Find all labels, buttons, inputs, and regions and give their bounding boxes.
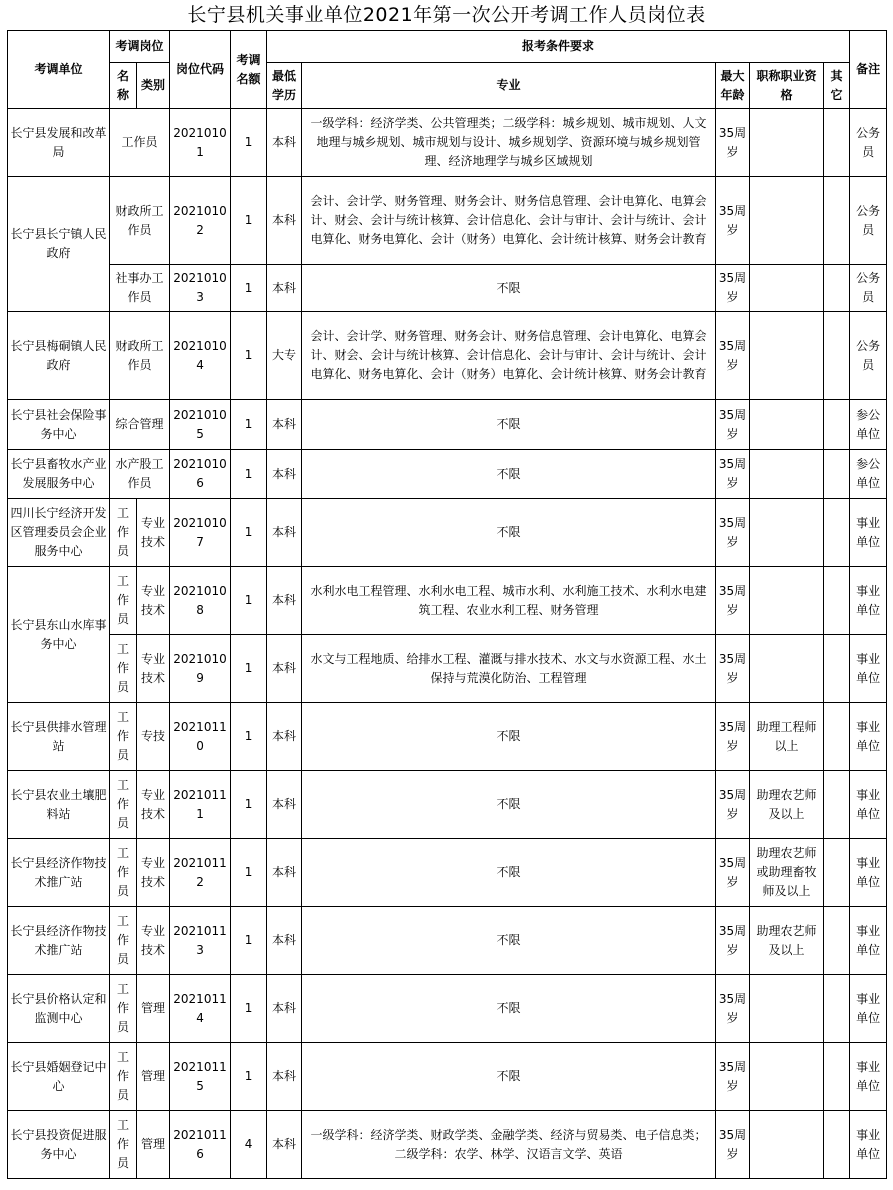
post-type-cell: 专业技术 bbox=[137, 839, 170, 907]
education-cell: 本科 bbox=[267, 177, 302, 265]
quota-cell: 1 bbox=[231, 177, 267, 265]
certificate-cell: 助理农艺师及以上 bbox=[750, 907, 824, 975]
post-code-cell: 20210105 bbox=[170, 400, 231, 450]
post-code-cell: 20210113 bbox=[170, 907, 231, 975]
major-cell: 会计、会计学、财务管理、财务会计、财务信息管理、会计电算化、电算会计、财会、会计与统计核算、会计信息化、会计与审计、会计与统计、会计电算化、财务电算化、会计（财务）电算化、会计统计核算、财务会计教育 bbox=[302, 177, 716, 265]
certificate-cell: 助理工程师以上 bbox=[750, 703, 824, 771]
other-cell bbox=[824, 1111, 850, 1179]
major-cell: 不限 bbox=[302, 839, 716, 907]
table-row bbox=[8, 907, 887, 975]
table-row bbox=[8, 265, 887, 312]
certificate-cell: 助理农艺师或助理畜牧师及以上 bbox=[750, 839, 824, 907]
remark-cell: 事业单位 bbox=[850, 567, 887, 635]
unit-cell: 长宁县东山水库事务中心 bbox=[8, 567, 110, 703]
header-remark: 备注 bbox=[850, 31, 887, 109]
unit-cell: 长宁县供排水管理站 bbox=[8, 703, 110, 771]
post-type-cell: 专业技术 bbox=[137, 771, 170, 839]
remark-cell: 事业单位 bbox=[850, 771, 887, 839]
certificate-cell bbox=[750, 1043, 824, 1111]
age-cell: 35周岁 bbox=[716, 703, 750, 771]
certificate-cell bbox=[750, 450, 824, 499]
unit-cell: 长宁县婚姻登记中心 bbox=[8, 1043, 110, 1111]
education-cell: 大专 bbox=[267, 312, 302, 400]
education-cell: 本科 bbox=[267, 1043, 302, 1111]
header-requirements: 报考条件要求 bbox=[267, 31, 850, 63]
table-row bbox=[8, 703, 887, 771]
education-cell: 本科 bbox=[267, 907, 302, 975]
post-code-cell: 20210102 bbox=[170, 177, 231, 265]
remark-cell: 公务员 bbox=[850, 177, 887, 265]
header-quota: 考调名额 bbox=[231, 31, 267, 109]
post-type-cell: 专业技术 bbox=[137, 907, 170, 975]
age-cell: 35周岁 bbox=[716, 635, 750, 703]
major-cell: 水文与工程地质、给排水工程、灌溉与排水技术、水文与水资源工程、水土保持与荒漠化防治、工程管理 bbox=[302, 635, 716, 703]
education-cell: 本科 bbox=[267, 635, 302, 703]
post-code-cell: 20210115 bbox=[170, 1043, 231, 1111]
education-cell: 本科 bbox=[267, 839, 302, 907]
age-cell: 35周岁 bbox=[716, 265, 750, 312]
other-cell bbox=[824, 450, 850, 499]
post-name-cell: 综合管理 bbox=[110, 400, 170, 450]
unit-cell: 四川长宁经济开发区管理委员会企业服务中心 bbox=[8, 499, 110, 567]
major-cell: 不限 bbox=[302, 975, 716, 1043]
education-cell: 本科 bbox=[267, 975, 302, 1043]
header-certificate: 职称职业资格 bbox=[750, 63, 824, 109]
post-name-cell: 社事办工作员 bbox=[110, 265, 170, 312]
unit-cell: 长宁县发展和改革局 bbox=[8, 109, 110, 177]
quota-cell: 1 bbox=[231, 312, 267, 400]
education-cell: 本科 bbox=[267, 1111, 302, 1179]
quota-cell: 1 bbox=[231, 771, 267, 839]
unit-cell: 长宁县经济作物技术推广站 bbox=[8, 907, 110, 975]
quota-cell: 1 bbox=[231, 265, 267, 312]
post-name-cell: 工作员 bbox=[110, 1043, 137, 1111]
table-row bbox=[8, 567, 887, 635]
major-cell: 不限 bbox=[302, 771, 716, 839]
post-name-cell: 工作员 bbox=[110, 839, 137, 907]
table-row bbox=[8, 1043, 887, 1111]
header-major: 专业 bbox=[302, 63, 716, 109]
post-name-cell: 工作员 bbox=[110, 109, 170, 177]
unit-cell: 长宁县农业土壤肥料站 bbox=[8, 771, 110, 839]
education-cell: 本科 bbox=[267, 400, 302, 450]
unit-cell: 长宁县畜牧水产业发展服务中心 bbox=[8, 450, 110, 499]
post-code-cell: 20210103 bbox=[170, 265, 231, 312]
quota-cell: 1 bbox=[231, 839, 267, 907]
table-row bbox=[8, 109, 887, 177]
remark-cell: 事业单位 bbox=[850, 499, 887, 567]
age-cell: 35周岁 bbox=[716, 907, 750, 975]
post-code-cell: 20210109 bbox=[170, 635, 231, 703]
post-type-cell: 专业技术 bbox=[137, 567, 170, 635]
table-row bbox=[8, 499, 887, 567]
certificate-cell bbox=[750, 567, 824, 635]
other-cell bbox=[824, 265, 850, 312]
post-type-cell: 专业技术 bbox=[137, 635, 170, 703]
education-cell: 本科 bbox=[267, 265, 302, 312]
age-cell: 35周岁 bbox=[716, 109, 750, 177]
remark-cell: 事业单位 bbox=[850, 703, 887, 771]
quota-cell: 4 bbox=[231, 1111, 267, 1179]
certificate-cell bbox=[750, 499, 824, 567]
quota-cell: 1 bbox=[231, 975, 267, 1043]
education-cell: 本科 bbox=[267, 567, 302, 635]
major-cell: 一级学科：经济学类、财政学类、金融学类、经济与贸易类、电子信息类；二级学科：农学、林学、汉语言文学、英语 bbox=[302, 1111, 716, 1179]
unit-cell: 长宁县社会保险事务中心 bbox=[8, 400, 110, 450]
remark-cell: 事业单位 bbox=[850, 1043, 887, 1111]
other-cell bbox=[824, 839, 850, 907]
quota-cell: 1 bbox=[231, 567, 267, 635]
header-unit: 考调单位 bbox=[8, 31, 110, 109]
post-name-cell: 财政所工作员 bbox=[110, 312, 170, 400]
age-cell: 35周岁 bbox=[716, 1043, 750, 1111]
post-name-cell: 工作员 bbox=[110, 975, 137, 1043]
major-cell: 不限 bbox=[302, 265, 716, 312]
post-type-cell: 管理 bbox=[137, 975, 170, 1043]
other-cell bbox=[824, 109, 850, 177]
education-cell: 本科 bbox=[267, 109, 302, 177]
post-code-cell: 20210107 bbox=[170, 499, 231, 567]
header-code: 岗位代码 bbox=[170, 31, 231, 109]
education-cell: 本科 bbox=[267, 499, 302, 567]
header-post-name: 名称 bbox=[110, 63, 137, 109]
other-cell bbox=[824, 907, 850, 975]
table-row bbox=[8, 1111, 887, 1179]
quota-cell: 1 bbox=[231, 635, 267, 703]
education-cell: 本科 bbox=[267, 703, 302, 771]
remark-cell: 公务员 bbox=[850, 265, 887, 312]
major-cell: 不限 bbox=[302, 499, 716, 567]
table-row bbox=[8, 635, 887, 703]
age-cell: 35周岁 bbox=[716, 499, 750, 567]
page-title: 长宁县机关事业单位2021年第一次公开考调工作人员岗位表 bbox=[187, 4, 706, 26]
quota-cell: 1 bbox=[231, 450, 267, 499]
major-cell: 不限 bbox=[302, 907, 716, 975]
post-name-cell: 工作员 bbox=[110, 635, 137, 703]
remark-cell: 事业单位 bbox=[850, 975, 887, 1043]
certificate-cell bbox=[750, 312, 824, 400]
other-cell bbox=[824, 635, 850, 703]
major-cell: 一级学科：经济学类、公共管理类；二级学科：城乡规划、城市规划、人文地理与城乡规划、城市规划与设计、城乡规划学、资源环境与城乡规划管理、经济地理学与城乡区域规划 bbox=[302, 109, 716, 177]
post-code-cell: 20210112 bbox=[170, 839, 231, 907]
age-cell: 35周岁 bbox=[716, 312, 750, 400]
other-cell bbox=[824, 499, 850, 567]
quota-cell: 1 bbox=[231, 109, 267, 177]
post-code-cell: 20210104 bbox=[170, 312, 231, 400]
post-type-cell: 管理 bbox=[137, 1111, 170, 1179]
remark-cell: 参公单位 bbox=[850, 400, 887, 450]
other-cell bbox=[824, 703, 850, 771]
post-type-cell: 管理 bbox=[137, 1043, 170, 1111]
post-code-cell: 20210101 bbox=[170, 109, 231, 177]
post-name-cell: 工作员 bbox=[110, 567, 137, 635]
table-row bbox=[8, 177, 887, 265]
post-name-cell: 水产股工作员 bbox=[110, 450, 170, 499]
major-cell: 不限 bbox=[302, 703, 716, 771]
age-cell: 35周岁 bbox=[716, 1111, 750, 1179]
table-row bbox=[8, 975, 887, 1043]
post-name-cell: 工作员 bbox=[110, 771, 137, 839]
post-type-cell: 专技 bbox=[137, 703, 170, 771]
quota-cell: 1 bbox=[231, 1043, 267, 1111]
header-post: 考调岗位 bbox=[110, 31, 170, 63]
table-row bbox=[8, 450, 887, 499]
post-name-cell: 工作员 bbox=[110, 703, 137, 771]
certificate-cell bbox=[750, 400, 824, 450]
major-cell: 不限 bbox=[302, 400, 716, 450]
major-cell: 水利水电工程管理、水利水电工程、城市水利、水利施工技术、水利水电建筑工程、农业水利工程、财务管理 bbox=[302, 567, 716, 635]
major-cell: 不限 bbox=[302, 450, 716, 499]
other-cell bbox=[824, 312, 850, 400]
age-cell: 35周岁 bbox=[716, 177, 750, 265]
unit-cell: 长宁县价格认定和监测中心 bbox=[8, 975, 110, 1043]
certificate-cell bbox=[750, 109, 824, 177]
education-cell: 本科 bbox=[267, 450, 302, 499]
post-code-cell: 20210116 bbox=[170, 1111, 231, 1179]
post-code-cell: 20210114 bbox=[170, 975, 231, 1043]
post-name-cell: 财政所工作员 bbox=[110, 177, 170, 265]
quota-cell: 1 bbox=[231, 499, 267, 567]
other-cell bbox=[824, 975, 850, 1043]
other-cell bbox=[824, 177, 850, 265]
remark-cell: 事业单位 bbox=[850, 635, 887, 703]
major-cell: 会计、会计学、财务管理、财务会计、财务信息管理、会计电算化、电算会计、财会、会计与统计核算、会计信息化、会计与审计、会计与统计、会计电算化、财务电算化、会计（财务）电算化、会计统计核算、财务会计教育 bbox=[302, 312, 716, 400]
age-cell: 35周岁 bbox=[716, 567, 750, 635]
table-row bbox=[8, 771, 887, 839]
quota-cell: 1 bbox=[231, 400, 267, 450]
post-type-cell: 专业技术 bbox=[137, 499, 170, 567]
post-name-cell: 工作员 bbox=[110, 1111, 137, 1179]
major-cell: 不限 bbox=[302, 1043, 716, 1111]
certificate-cell bbox=[750, 265, 824, 312]
table-row bbox=[8, 312, 887, 400]
remark-cell: 事业单位 bbox=[850, 839, 887, 907]
remark-cell: 事业单位 bbox=[850, 1111, 887, 1179]
header-age: 最大年龄 bbox=[716, 63, 750, 109]
other-cell bbox=[824, 1043, 850, 1111]
certificate-cell: 助理农艺师及以上 bbox=[750, 771, 824, 839]
header-other: 其它 bbox=[824, 63, 850, 109]
post-code-cell: 20210110 bbox=[170, 703, 231, 771]
age-cell: 35周岁 bbox=[716, 975, 750, 1043]
header-post-type: 类别 bbox=[137, 63, 170, 109]
unit-cell: 长宁县投资促进服务中心 bbox=[8, 1111, 110, 1179]
certificate-cell bbox=[750, 1111, 824, 1179]
certificate-cell bbox=[750, 635, 824, 703]
age-cell: 35周岁 bbox=[716, 839, 750, 907]
remark-cell: 参公单位 bbox=[850, 450, 887, 499]
other-cell bbox=[824, 771, 850, 839]
unit-cell: 长宁县经济作物技术推广站 bbox=[8, 839, 110, 907]
age-cell: 35周岁 bbox=[716, 771, 750, 839]
table-row bbox=[8, 839, 887, 907]
certificate-cell bbox=[750, 975, 824, 1043]
unit-cell: 长宁县长宁镇人民政府 bbox=[8, 177, 110, 312]
remark-cell: 公务员 bbox=[850, 312, 887, 400]
post-code-cell: 20210111 bbox=[170, 771, 231, 839]
quota-cell: 1 bbox=[231, 907, 267, 975]
unit-cell: 长宁县梅硐镇人民政府 bbox=[8, 312, 110, 400]
quota-cell: 1 bbox=[231, 703, 267, 771]
post-code-cell: 20210106 bbox=[170, 450, 231, 499]
positions-table bbox=[7, 30, 887, 1179]
remark-cell: 公务员 bbox=[850, 109, 887, 177]
certificate-cell bbox=[750, 177, 824, 265]
other-cell bbox=[824, 567, 850, 635]
post-name-cell: 工作员 bbox=[110, 907, 137, 975]
table-row bbox=[8, 400, 887, 450]
age-cell: 35周岁 bbox=[716, 400, 750, 450]
remark-cell: 事业单位 bbox=[850, 907, 887, 975]
education-cell: 本科 bbox=[267, 771, 302, 839]
other-cell bbox=[824, 400, 850, 450]
header-education: 最低学历 bbox=[267, 63, 302, 109]
post-name-cell: 工作员 bbox=[110, 499, 137, 567]
age-cell: 35周岁 bbox=[716, 450, 750, 499]
post-code-cell: 20210108 bbox=[170, 567, 231, 635]
